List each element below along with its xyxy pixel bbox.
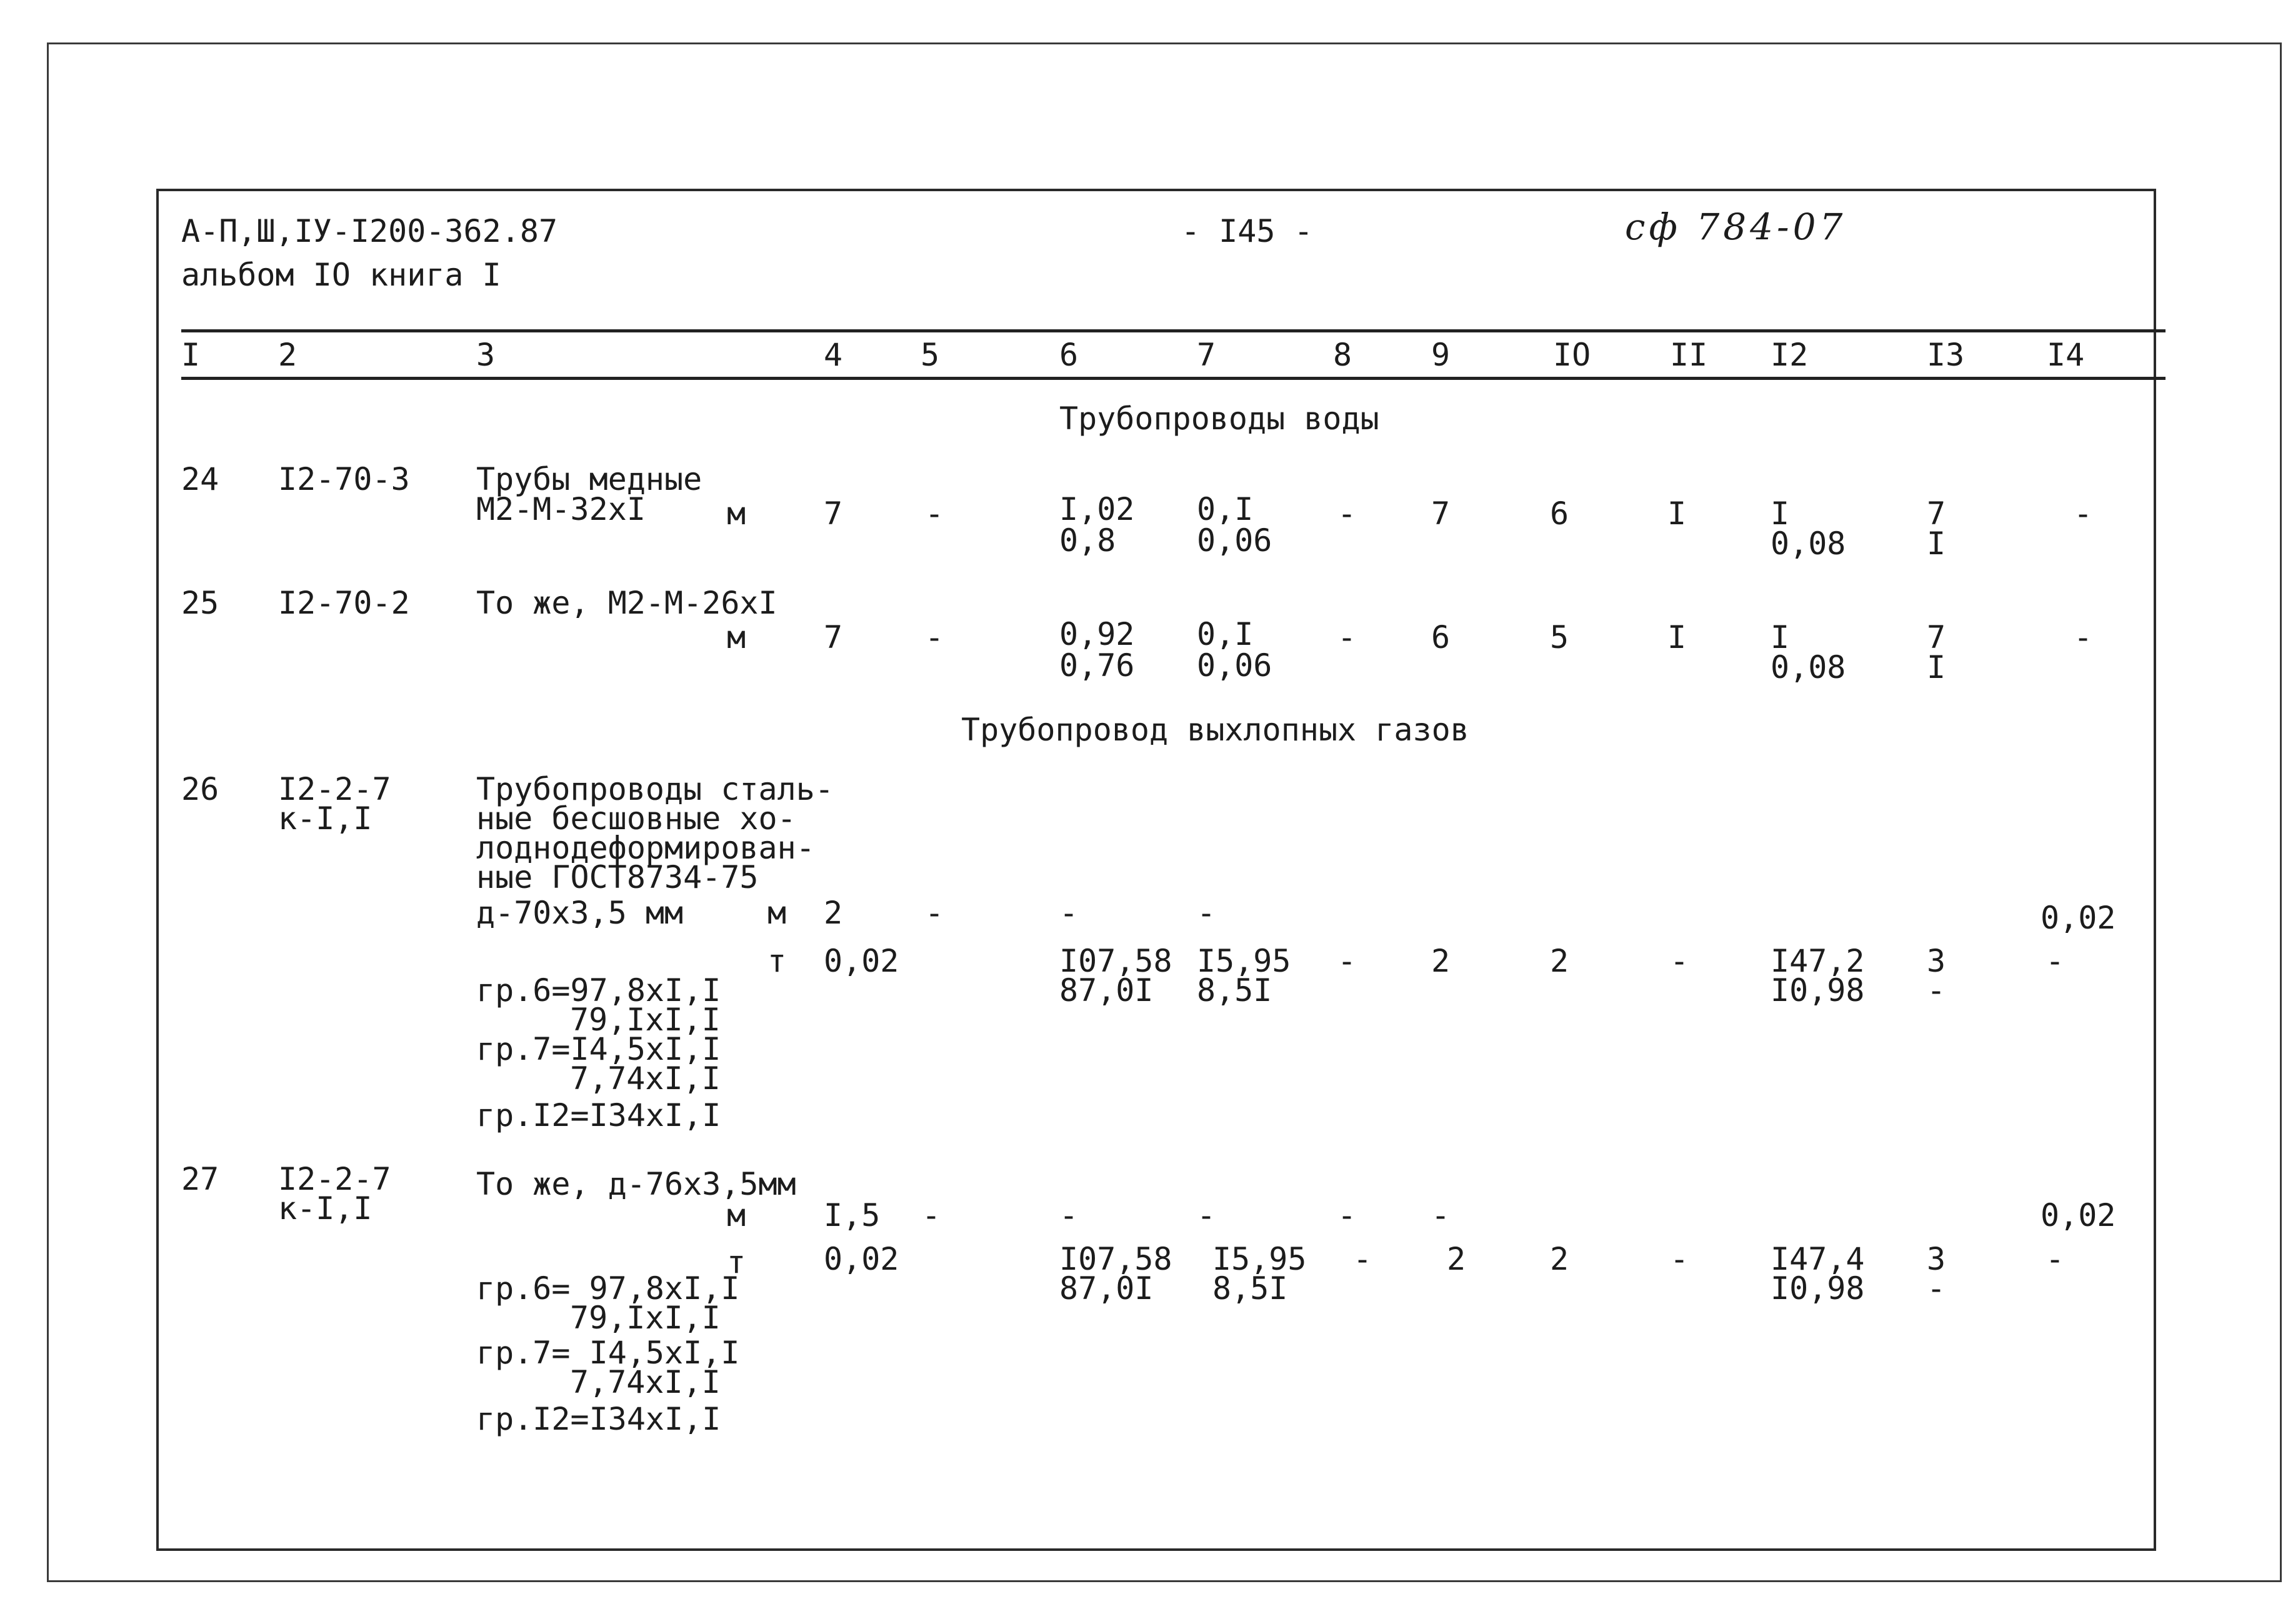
unit-meter: м [767, 895, 787, 931]
album-label: альбом IO книга I [181, 257, 501, 293]
cell-col13-t-top: 3 [1927, 1241, 1946, 1277]
cell-col13-bottom: I [1927, 649, 1946, 685]
col-header-6: 6 [1059, 337, 1079, 373]
cell-col10: 5 [1550, 619, 1569, 655]
col-header-5: 5 [921, 337, 940, 373]
description-line: М2-М-32хI [476, 491, 646, 527]
col-header-11: II [1670, 337, 1708, 373]
cell-col13-t-bottom: - [1927, 1270, 1946, 1307]
row-number: 24 [181, 461, 219, 497]
cell-col6-m: - [1059, 895, 1079, 931]
handwritten-stamp: сф 784-07 [1625, 206, 1847, 248]
col-header-1: I [181, 337, 201, 373]
unit-ton: т [727, 1244, 746, 1280]
cell-col10: 6 [1550, 496, 1569, 532]
cell-col6-t-top: I07,58 [1059, 1241, 1172, 1277]
section-title-water: Трубопроводы воды [1059, 401, 1379, 437]
cell-col13-top: 7 [1927, 496, 1946, 532]
cell-col8-t: - [1353, 1241, 1372, 1277]
cell-col14: - [2074, 619, 2093, 655]
cell-col6-bottom: 0,76 [1059, 647, 1135, 684]
formula-line: гр.7= I4,5хI,I [476, 1335, 740, 1371]
cell-col13-t-bottom: - [1927, 972, 1946, 1009]
cell-col7-top: 0,I [1197, 616, 1254, 652]
section-title-exhaust: Трубопровод выхлопных газов [961, 712, 1469, 748]
rate-code: I2-70-2 [278, 585, 410, 621]
cell-col8: - [1337, 619, 1357, 655]
inner-frame [156, 189, 2156, 1551]
cell-col5-m: - [925, 895, 944, 931]
cell-col6-t-bottom: 87,0I [1059, 1270, 1154, 1307]
cell-col7-top: 0,I [1197, 491, 1254, 527]
cell-col6-t-top: I07,58 [1059, 943, 1172, 979]
cell-col5: - [925, 619, 944, 655]
formula-line: гр.6=97,8хI,I [476, 972, 721, 1009]
cell-col12-t-top: I47,4 [1771, 1241, 1865, 1277]
cell-col7-t-top: I5,95 [1197, 943, 1291, 979]
description-line: д-70х3,5 мм [476, 895, 684, 931]
header-rule-bottom [181, 377, 2166, 380]
cell-col8-m: - [1337, 1197, 1357, 1233]
cell-col4-m: 2 [824, 895, 843, 931]
rate-code: I2-2-7 [278, 1161, 391, 1197]
rate-code-coef: к-I,I [278, 1190, 372, 1227]
cell-col12-t-top: I47,2 [1771, 943, 1865, 979]
header-rule-top [181, 329, 2166, 332]
cell-col9: 6 [1431, 619, 1451, 655]
formula-line: гр.6= 97,8хI,I [476, 1270, 740, 1307]
cell-col9: 7 [1431, 496, 1451, 532]
row-number: 25 [181, 585, 219, 621]
formula-line: гр.I2=I34хI,I [476, 1401, 721, 1437]
row-number: 27 [181, 1161, 219, 1197]
description-line: То же, М2-М-26хI [476, 585, 777, 621]
col-header-13: I3 [1927, 337, 1965, 373]
cell-col4-t: 0,02 [824, 1241, 899, 1277]
cell-col10-t: 2 [1550, 1241, 1569, 1277]
cell-col12-top: I [1771, 619, 1790, 655]
cell-col7-bottom: 0,06 [1197, 522, 1272, 559]
cell-col9-t: 2 [1447, 1241, 1466, 1277]
description-line: Трубы медные [476, 461, 702, 497]
cell-col14-m: 0,02 [2041, 1197, 2116, 1233]
cell-col14-t: - [2046, 943, 2065, 979]
cell-col11: I [1667, 496, 1687, 532]
cell-col9-t: 2 [1431, 943, 1451, 979]
col-header-9: 9 [1431, 337, 1451, 373]
cell-col5: - [925, 496, 944, 532]
cell-col11-t: - [1670, 1241, 1689, 1277]
cell-col4: 7 [824, 619, 843, 655]
col-header-14: I4 [2047, 337, 2085, 373]
unit: м [727, 496, 746, 532]
description-line: ные бесшовные хо- [476, 800, 796, 837]
document-code: А-П,Ш,IУ-I200-362.87 [181, 213, 558, 249]
cell-col12-bottom: 0,08 [1771, 526, 1846, 562]
cell-col7-m: - [1197, 1197, 1216, 1233]
rate-code: I2-2-7 [278, 771, 391, 807]
cell-col9-m: - [1431, 1197, 1451, 1233]
col-header-3: 3 [476, 337, 496, 373]
cell-col7-t-bottom: 8,5I [1212, 1270, 1288, 1307]
formula-line: гр.7=I4,5хI,I [476, 1031, 721, 1067]
col-header-8: 8 [1333, 337, 1352, 373]
formula-line: 79,IхI,I [570, 1300, 721, 1336]
description-line: ные ГОСТ8734-75 [476, 859, 759, 895]
unit-meter: м [727, 1197, 746, 1233]
unit-ton: т [767, 943, 787, 979]
cell-col4: 7 [824, 496, 843, 532]
formula-line: гр.I2=I34хI,I [476, 1097, 721, 1133]
cell-col6-top: 0,92 [1059, 616, 1135, 652]
formula-line: 7,74хI,I [570, 1060, 721, 1097]
cell-col14-t: - [2046, 1241, 2065, 1277]
cell-col8-t: - [1337, 943, 1357, 979]
cell-col12-t-bottom: I0,98 [1771, 972, 1865, 1009]
cell-col13-t-top: 3 [1927, 943, 1946, 979]
description-line: То же, д-76х3,5мм [476, 1166, 796, 1202]
cell-col7-t-bottom: 8,5I [1197, 972, 1272, 1009]
cell-col11-t: - [1670, 943, 1689, 979]
cell-col4-t: 0,02 [824, 943, 899, 979]
cell-col12-top: I [1771, 496, 1790, 532]
row-number: 26 [181, 771, 219, 807]
cell-col13-bottom: I [1927, 526, 1946, 562]
col-header-10: IO [1553, 337, 1591, 373]
col-header-4: 4 [824, 337, 843, 373]
cell-col4-m: I,5 [824, 1197, 881, 1233]
cell-col11: I [1667, 619, 1687, 655]
rate-code: I2-70-3 [278, 461, 410, 497]
description-line: Трубопроводы сталь- [476, 771, 834, 807]
description-line: лоднодеформирован- [476, 830, 815, 866]
cell-col7-bottom: 0,06 [1197, 647, 1272, 684]
cell-col6-m: - [1059, 1197, 1079, 1233]
cell-col7-t-top: I5,95 [1212, 1241, 1307, 1277]
formula-line: 79,IхI,I [570, 1002, 721, 1038]
unit: м [727, 619, 746, 655]
formula-line: 7,74хI,I [570, 1364, 721, 1400]
page-number: - I45 - [1181, 213, 1313, 249]
cell-col14-m: 0,02 [2041, 900, 2116, 936]
cell-col13-top: 7 [1927, 619, 1946, 655]
col-header-12: I2 [1771, 337, 1809, 373]
cell-col5-m: - [922, 1197, 941, 1233]
cell-col6-bottom: 0,8 [1059, 522, 1116, 559]
col-header-2: 2 [278, 337, 297, 373]
cell-col12-t-bottom: I0,98 [1771, 1270, 1865, 1307]
cell-col10-t: 2 [1550, 943, 1569, 979]
cell-col14: - [2074, 496, 2093, 532]
cell-col12-bottom: 0,08 [1771, 649, 1846, 685]
cell-col8: - [1337, 496, 1357, 532]
cell-col6-top: I,02 [1059, 491, 1135, 527]
rate-code-coef: к-I,I [278, 800, 372, 837]
col-header-7: 7 [1197, 337, 1216, 373]
cell-col6-t-bottom: 87,0I [1059, 972, 1154, 1009]
cell-col7-m: - [1197, 895, 1216, 931]
